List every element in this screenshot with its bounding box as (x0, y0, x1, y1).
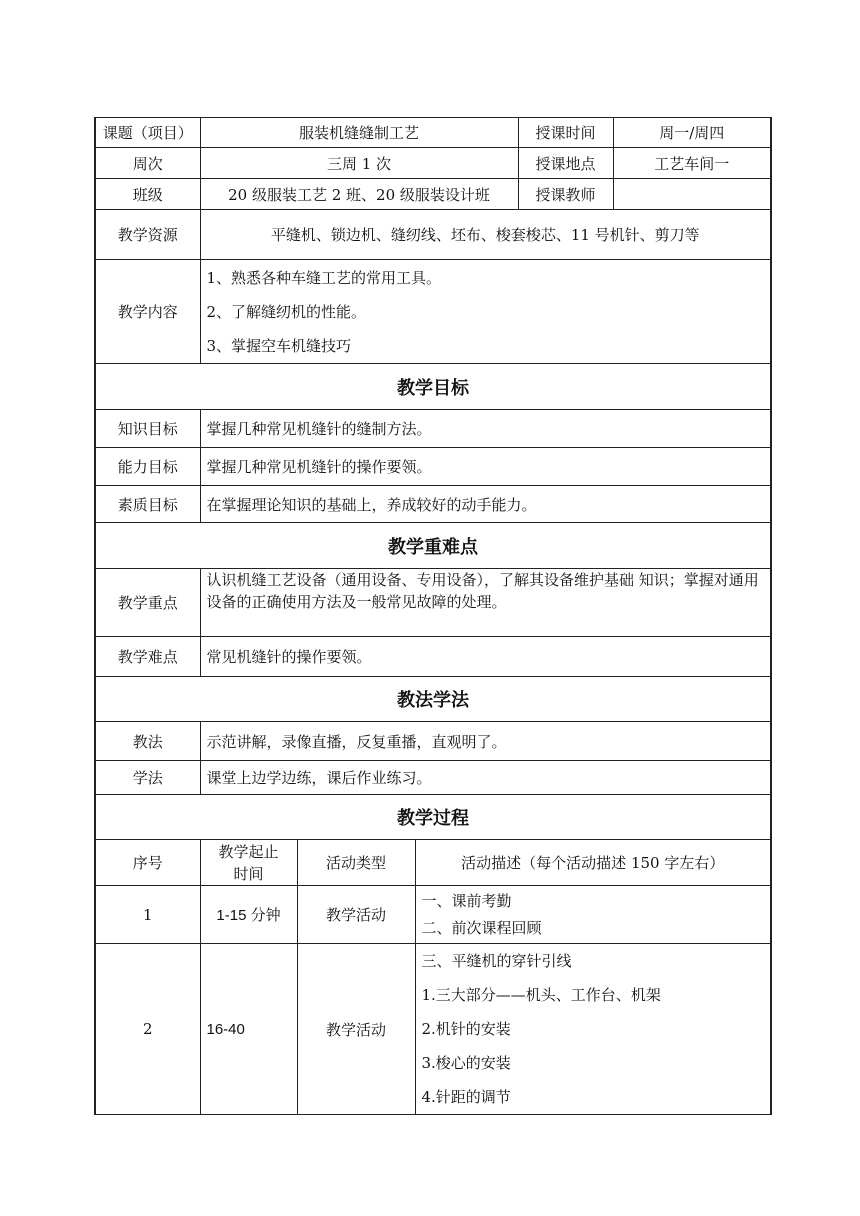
keypoints-section-row (95, 523, 771, 569)
objective-row (95, 486, 771, 523)
methods-section-row (95, 677, 771, 722)
objective-row (95, 410, 771, 448)
content-item: 1、熟悉各种车缝工艺的常用工具。 (206, 268, 442, 287)
teacher-value (613, 179, 771, 210)
process-header-row (95, 840, 771, 886)
class-value: 20 级服装工艺 2 班、20 级服装设计班 (200, 179, 518, 210)
process-row (95, 944, 771, 1115)
learn-method-value: 课堂上边学边练，课后作业练习。 (200, 761, 771, 795)
teach-method-row (95, 722, 771, 761)
process-row (95, 886, 771, 944)
topic-label: 课题（项目） (95, 118, 200, 148)
process-row-desc (415, 886, 771, 944)
class-row (95, 179, 771, 210)
focus-row (95, 569, 771, 637)
week-value: 三周 1 次 (200, 148, 518, 179)
methods-title: 教法学法 (95, 677, 771, 722)
process-desc-line: 2.机针的安装 (421, 1020, 511, 1038)
process-title: 教学过程 (95, 795, 771, 840)
teacher-label: 授课教师 (518, 179, 613, 210)
process-row-time: 16-40 (200, 944, 297, 1115)
content-label: 教学内容 (95, 260, 200, 364)
objective-label: 能力目标 (95, 448, 200, 486)
process-row-no: 1 (95, 886, 200, 944)
topic-row (95, 118, 771, 148)
process-desc-line: 二、前次课程回顾 (421, 918, 542, 937)
place-value: 工艺车间一 (613, 148, 771, 179)
objective-label: 素质目标 (95, 486, 200, 523)
teach-method-value: 示范讲解，录像直播，反复重播，直观明了。 (200, 722, 771, 761)
content-list (200, 260, 771, 364)
focus-value: 认识机缝工艺设备（通用设备、专用设备），了解其设备维护基础 知识；掌握对通用设备的正确使用方法及一般常见故障的处理。 (200, 569, 771, 637)
content-row (95, 260, 771, 364)
keypoints-title: 教学重难点 (95, 523, 771, 569)
lesson-plan-table (94, 117, 772, 1115)
focus-label: 教学重点 (95, 569, 200, 637)
process-desc-line: 4.针距的调节 (421, 1088, 511, 1106)
difficulty-row (95, 637, 771, 677)
class-label: 班级 (95, 179, 200, 210)
objective-row (95, 448, 771, 486)
time-value: 周一/周四 (613, 118, 771, 148)
process-section-row (95, 795, 771, 840)
objective-value: 在掌握理论知识的基础上，养成较好的动手能力。 (200, 486, 771, 523)
process-header-no: 序号 (95, 840, 200, 886)
topic-value: 服装机缝缝制工艺 (200, 118, 518, 148)
difficulty-value: 常见机缝针的操作要领。 (200, 637, 771, 677)
difficulty-label: 教学难点 (95, 637, 200, 677)
process-header-time-line: 教学起止 (218, 842, 279, 861)
content-item: 3、掌握空车机缝技巧 (206, 336, 352, 355)
process-desc-line: 1.三大部分——机头、工作台、机架 (421, 986, 661, 1004)
teach-method-label: 教法 (95, 722, 200, 761)
process-row-type: 教学活动 (297, 944, 415, 1115)
content-item: 2、了解缝纫机的性能。 (206, 302, 367, 321)
objective-value: 掌握几种常见机缝针的操作要领。 (200, 448, 771, 486)
week-row (95, 148, 771, 179)
time-label: 授课时间 (518, 118, 613, 148)
process-row-no: 2 (95, 944, 200, 1115)
week-label: 周次 (95, 148, 200, 179)
resources-label: 教学资源 (95, 210, 200, 260)
process-header-type: 活动类型 (297, 840, 415, 886)
process-desc-line: 3.梭心的安装 (421, 1054, 511, 1072)
resources-row (95, 210, 771, 260)
process-row-desc (415, 944, 771, 1115)
resources-value: 平缝机、锁边机、缝纫线、坯布、梭套梭芯、11 号机针、剪刀等 (200, 210, 771, 260)
process-header-time (200, 840, 297, 886)
objectives-section-row (95, 364, 771, 410)
learn-method-label: 学法 (95, 761, 200, 795)
process-row-type: 教学活动 (297, 886, 415, 944)
process-header-time-line: 时间 (233, 864, 264, 883)
place-label: 授课地点 (518, 148, 613, 179)
process-desc-line: 三、平缝机的穿针引线 (421, 952, 572, 970)
objective-value: 掌握几种常见机缝针的缝制方法。 (200, 410, 771, 448)
process-desc-line: 一、课前考勤 (421, 891, 512, 910)
objectives-title: 教学目标 (95, 364, 771, 410)
process-row-time: 1-15 分钟 (200, 886, 297, 944)
process-header-desc: 活动描述（每个活动描述 150 字左右） (415, 840, 771, 886)
objective-label: 知识目标 (95, 410, 200, 448)
learn-method-row (95, 761, 771, 795)
